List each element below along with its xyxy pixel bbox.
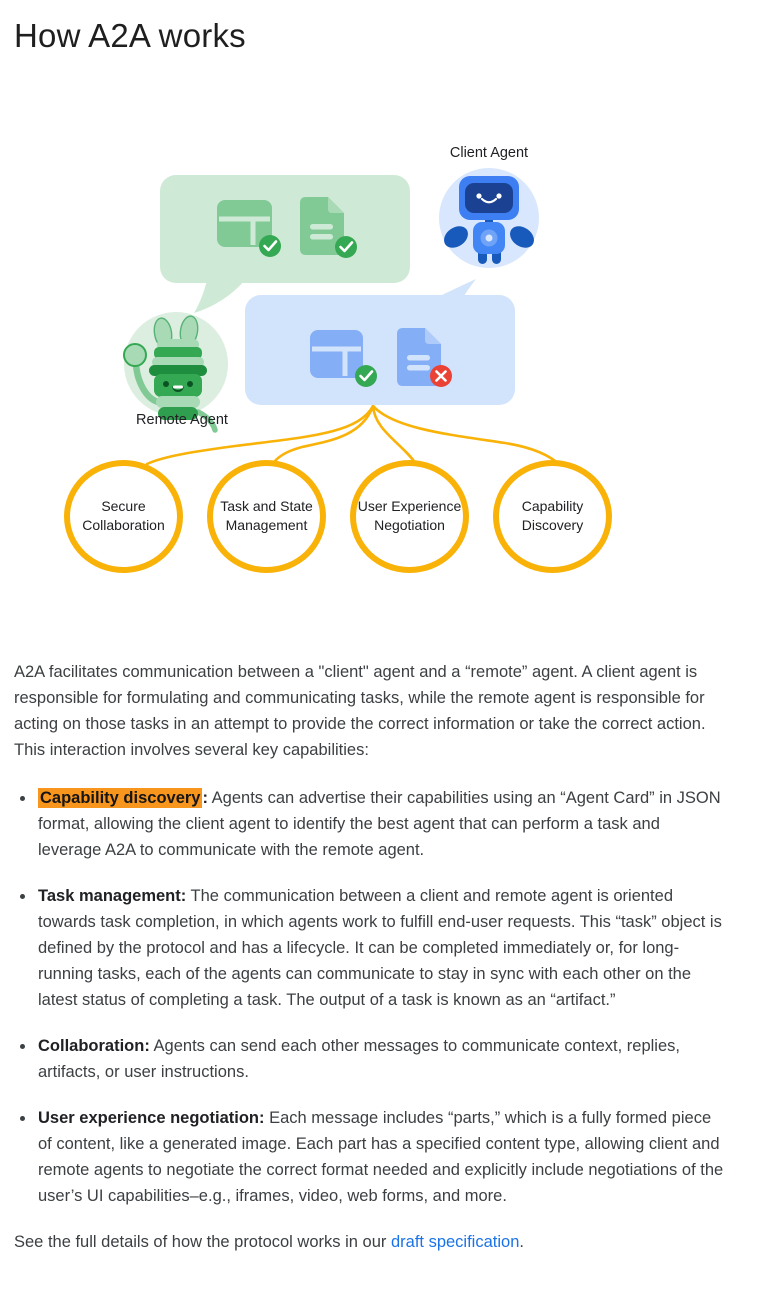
bullet-lead: Task management <box>38 886 181 905</box>
bullet-text: Each message includes “parts,” which is a fully formed piece of content, like a generated image. Each part has a specified content type, allowing client and remote agents to negotiate the correct format needed and explicitly include negotiations of the user’s UI capabilities–e.g., iframes, video, web forms, and more. <box>38 1108 724 1205</box>
bullet-lead: Collaboration <box>38 1036 145 1055</box>
list-item-task-management: • Task management: The communication between a client and remote agent is oriented towards task completion, in which agents work to fulfill end-user requests. This “task” object is defined by the protocol and has a lifecycle. It can be completed immediately or, for long-running tasks, each of the agents can communicate to stay in sync with each other on the latest status of completing a task. The output of a task is known as an “artifact.” <box>36 883 726 1013</box>
client-agent-label: Client Agent <box>449 144 529 161</box>
list-item-user-experience-negotiation: • User experience negotiation: Each message includes “parts,” which is a fully formed piece of content, like a generated image. Each part has a specified content type, allowing client and remote agents to negotiate the correct format needed and explicitly include negotiations of the user’s UI capabilities–e.g., iframes, video, web forms, and more. <box>36 1105 726 1209</box>
capability-circle-capability-discovery: Capability Discovery <box>493 460 612 573</box>
page-title: How A2A works <box>14 17 246 54</box>
capability-circle-user-experience-negotiation: User Experience Negotiation <box>350 460 469 573</box>
bullet-lead-highlighted: Capability discovery <box>40 788 201 807</box>
intro-paragraph: A2A facilitates communication between a "client" agent and a “remote” agent. A client agent is responsible for formulating and communicating tasks, while the remote agent is responsible for acting on those tasks in an attempt to provide the correct information or take the correct action. This interaction involves several key capabilities: <box>14 662 706 759</box>
list-item-collaboration: • Collaboration: Agents can send each other messages to communicate context, replies, artifacts, or user instructions. <box>36 1033 726 1085</box>
a2a-diagram <box>14 140 745 600</box>
bullet-text: The communication between a client and remote agent is oriented towards task completion, in which agents work to fulfill end-user requests. This “task” object is defined by the protocol and has a lifecycle. It can be completed immediately or, for long-running tasks, each of the agents can communicate to stay in sync with each other on the latest status of completing a task. The output of a task is known as an “artifact.” <box>38 886 722 1009</box>
client-agent-avatar <box>439 168 539 268</box>
article <box>0 16 759 1255</box>
closing-paragraph: See the full details of how the protocol works in our draft specification. <box>14 1232 524 1251</box>
remote-agent-bubble <box>160 175 410 313</box>
client-agent-bubble <box>245 279 515 405</box>
bullet-text: Agents can advertise their capabilities using an “Agent Card” in JSON format, allowing the client agent to identify the best agent that can perform a task and leverage A2A to communicate with the remote agent. <box>38 788 721 859</box>
list-item-capability-discovery: • Capability discovery : Agents can advertise their capabilities using an “Agent Card” in JSON format, allowing the client agent to identify the best agent that can perform a task and leverage A2A to communicate with the remote agent. <box>36 785 726 863</box>
remote-agent-label: Remote Agent <box>136 411 228 428</box>
capability-circle-task-state-management: Task and State Management <box>207 460 326 573</box>
bullet-text: Agents can send each other messages to communicate context, replies, artifacts, or user instructions. <box>38 1036 680 1081</box>
capabilities-list <box>14 785 726 1209</box>
capability-circle-secure-collaboration: Secure Collaboration <box>64 460 183 573</box>
bullet-lead: User experience negotiation <box>38 1108 259 1127</box>
draft-specification-link[interactable]: draft specification <box>390 1232 520 1251</box>
